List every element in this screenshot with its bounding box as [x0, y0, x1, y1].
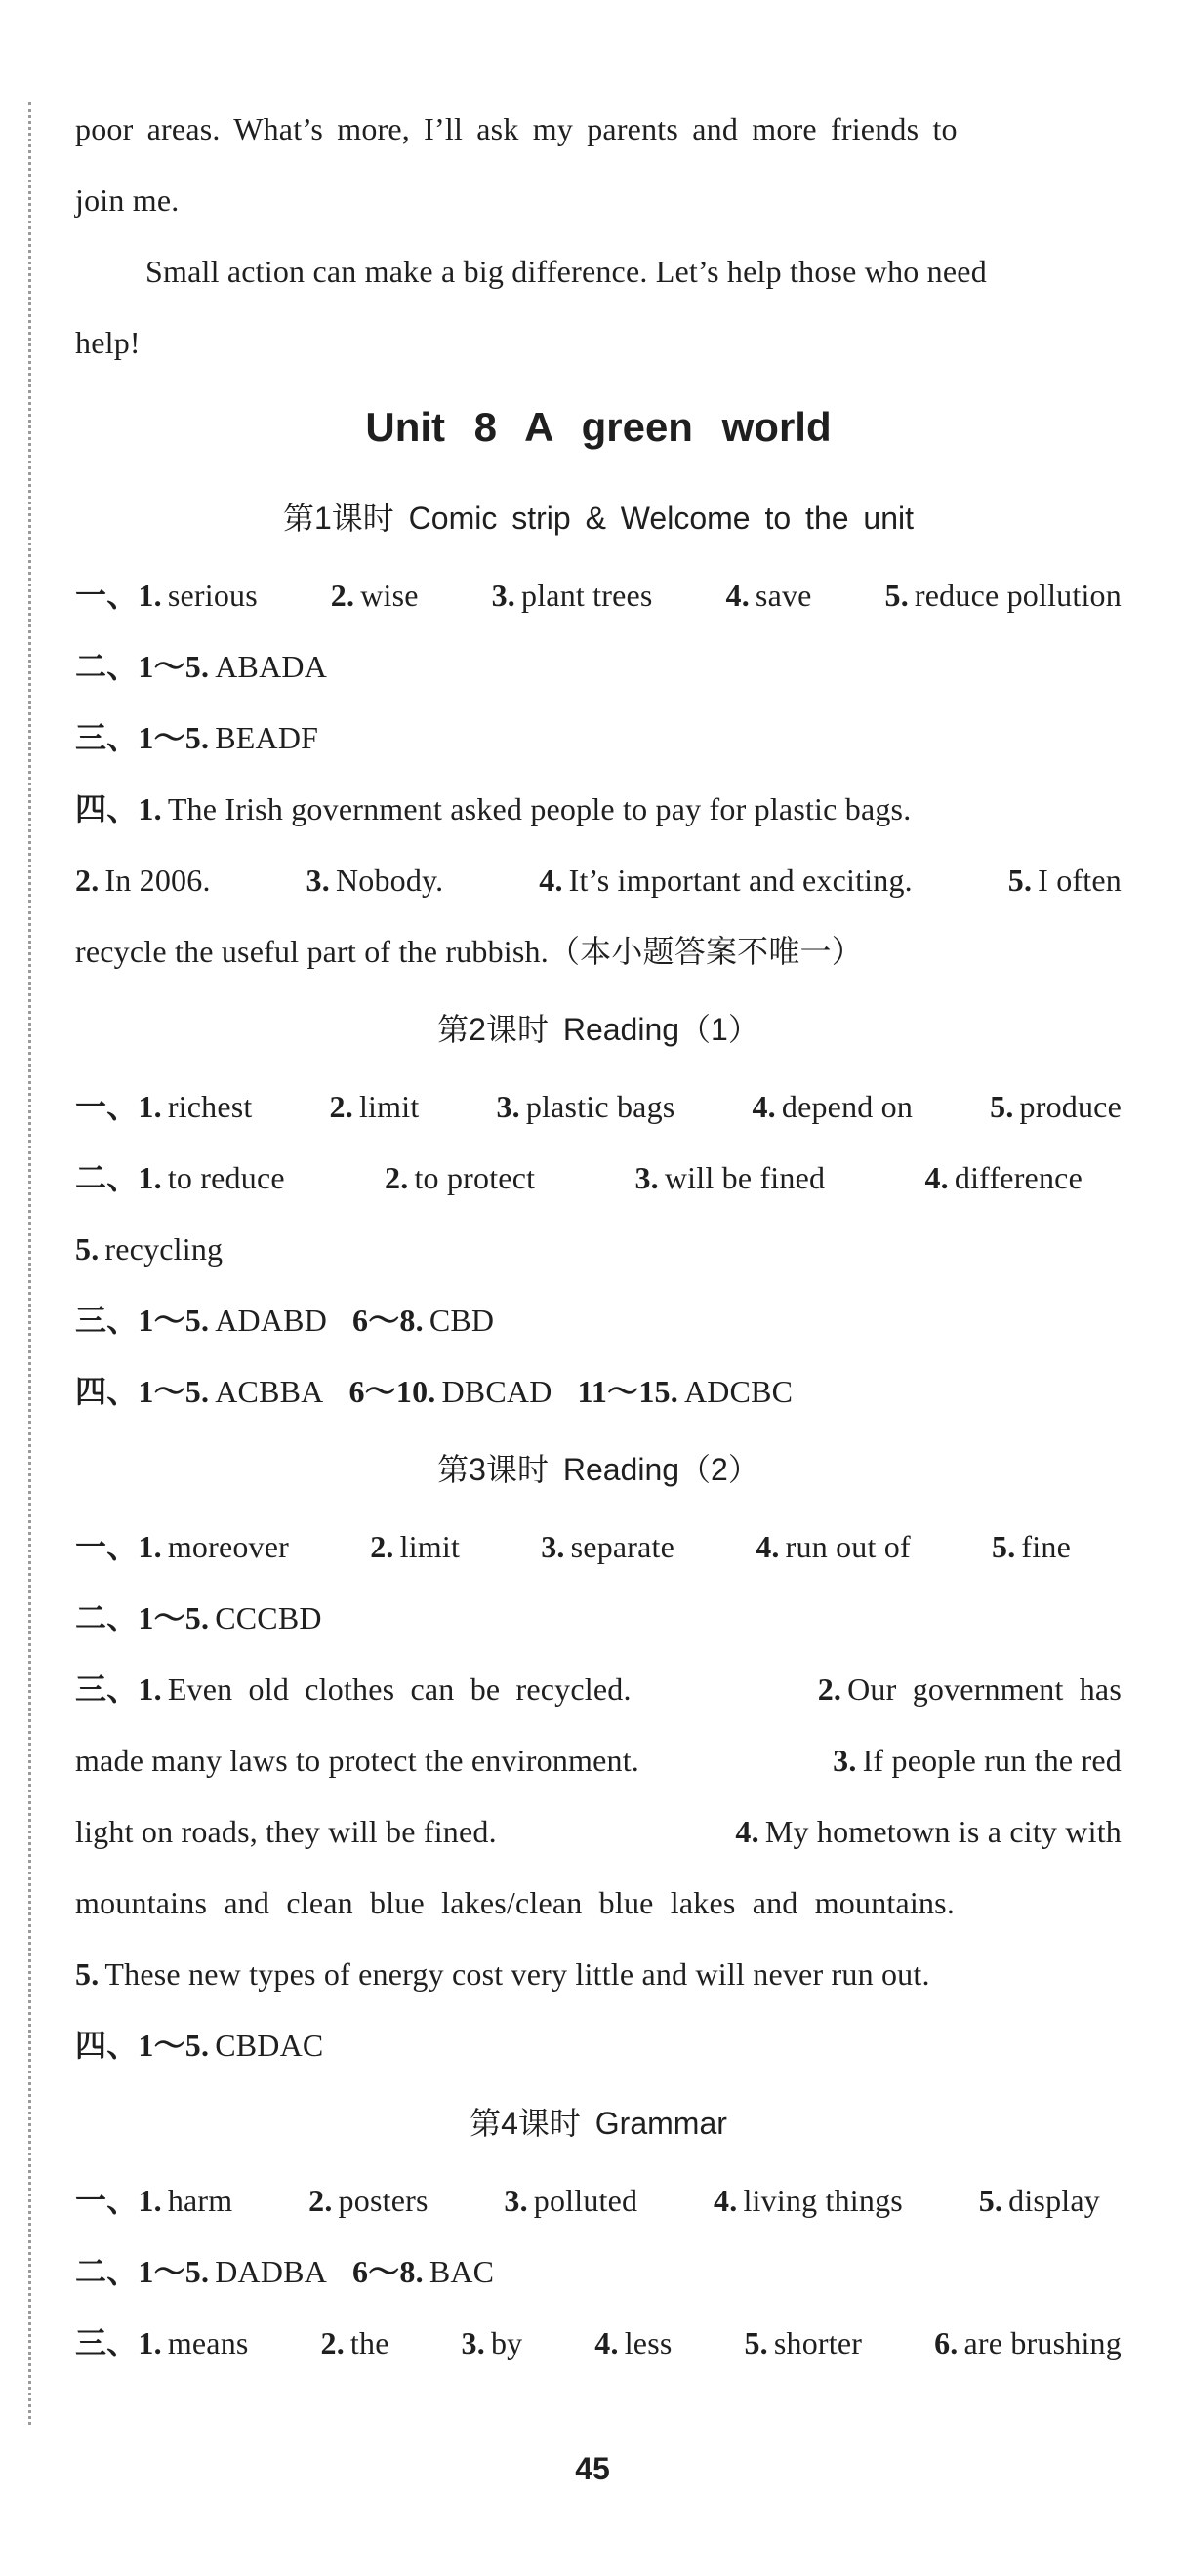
section-marker: 二、 [75, 1159, 139, 1196]
page-number: 45 [575, 2451, 610, 2486]
section-marker: 三、 [75, 2324, 139, 2361]
lesson-1-part-4-cont: 2. In 2006. 3. Nobody. 4. It’s important and exciting. 5. I often [75, 863, 1122, 898]
lesson-3-part-2: 二、1～5. CCCBD [75, 1599, 322, 1636]
section-marker: 三、 [75, 1670, 139, 1708]
lesson-2-part-3: 三、1～5. ADABD 6～8. CBD [75, 1302, 495, 1339]
lesson-3-part-3-line-5: 5. These new types of energy cost very little and will never run out. [75, 1956, 930, 1992]
lesson-1-title: 第1课时 Comic strip & Welcome to the unit [282, 501, 915, 536]
lesson-4-part-2: 二、1～5. DADBA 6～8. BAC [75, 2253, 495, 2290]
section-marker: 二、 [75, 1599, 139, 1636]
section-marker: 二、 [75, 2253, 139, 2290]
lesson-1-part-2: 二、1～5. ABADA [75, 648, 327, 685]
section-marker: 四、 [75, 1373, 139, 1410]
section-marker: 四、 [75, 790, 139, 827]
lesson-2-part-4: 四、1～5. ACBBA 6～10. DBCAD 11～15. ADCBC [75, 1373, 794, 1410]
lesson-3-part-1: 一、1. moreover 2. limit 3. separate 4. run out of 5. fine [75, 1528, 1071, 1565]
intro-line-3: Small action can make a big difference. Let’s help those who need [145, 254, 987, 289]
section-marker: 二、 [75, 648, 139, 685]
margin-dotted-line [28, 102, 31, 2425]
lesson-3-part-3-line-4: mountains and clean blue lakes/clean blue lakes and mountains. [75, 1885, 956, 1920]
lesson-1-part-4: 四、1. The Irish government asked people to pay for plastic bags. [75, 790, 912, 827]
lesson-4-part-3: 三、1. means 2. the 3. by 4. less 5. shorter 6. are brushing [75, 2324, 1122, 2361]
lesson-2-title: 第2课时 Reading（1） [437, 1012, 759, 1047]
lesson-1-part-1: 一、1. serious 2. wise 3. plant trees 4. save 5. reduce pollution [75, 577, 1122, 614]
lesson-4-title: 第4课时 Grammar [470, 2106, 727, 2141]
answer-page [75, 94, 1122, 2379]
lesson-4-part-1: 一、1. harm 2. posters 3. polluted 4. living things 5. display [75, 2182, 1100, 2219]
lesson-3-part-3: 三、1. Even old clothes can be recycled. 2. Our government has [75, 1670, 1122, 1708]
lesson-2-part-1: 一、1. richest 2. limit 3. plastic bags 4. depend on 5. produce [75, 1088, 1122, 1125]
lesson-3-part-3-line-3: light on roads, they will be fined. 4. My hometown is a city with [75, 1814, 1122, 1849]
section-marker: 三、 [75, 1302, 139, 1339]
lesson-2-part-2-cont: 5. recycling [75, 1231, 224, 1267]
section-marker: 一、 [75, 577, 139, 614]
lesson-1-part-3: 三、1～5. BEADF [75, 719, 319, 756]
intro-line-1: poor areas. What’s more, I’ll ask my parents and more friends to [75, 111, 958, 146]
intro-line-2: join me. [75, 182, 180, 218]
lesson-3-part-4: 四、1～5. CBDAC [75, 2027, 324, 2064]
section-marker: 四、 [75, 2027, 139, 2064]
lesson-2-part-2: 二、1. to reduce 2. to protect 3. will be fined 4. difference [75, 1159, 1083, 1196]
section-marker: 一、 [75, 1528, 139, 1565]
intro-line-4: help! [75, 325, 141, 360]
lesson-1-part-4-end: recycle the useful part of the rubbish.（本小题答案不唯一） [75, 934, 863, 969]
section-marker: 三、 [75, 719, 139, 756]
lesson-3-part-3-line-2: made many laws to protect the environment. 3. If people run the red [75, 1743, 1122, 1778]
section-marker: 一、 [75, 2182, 139, 2219]
lesson-3-title: 第3课时 Reading（2） [437, 1452, 759, 1487]
unit-title: Unit 8 A green world [365, 404, 832, 450]
section-marker: 一、 [75, 1088, 139, 1125]
